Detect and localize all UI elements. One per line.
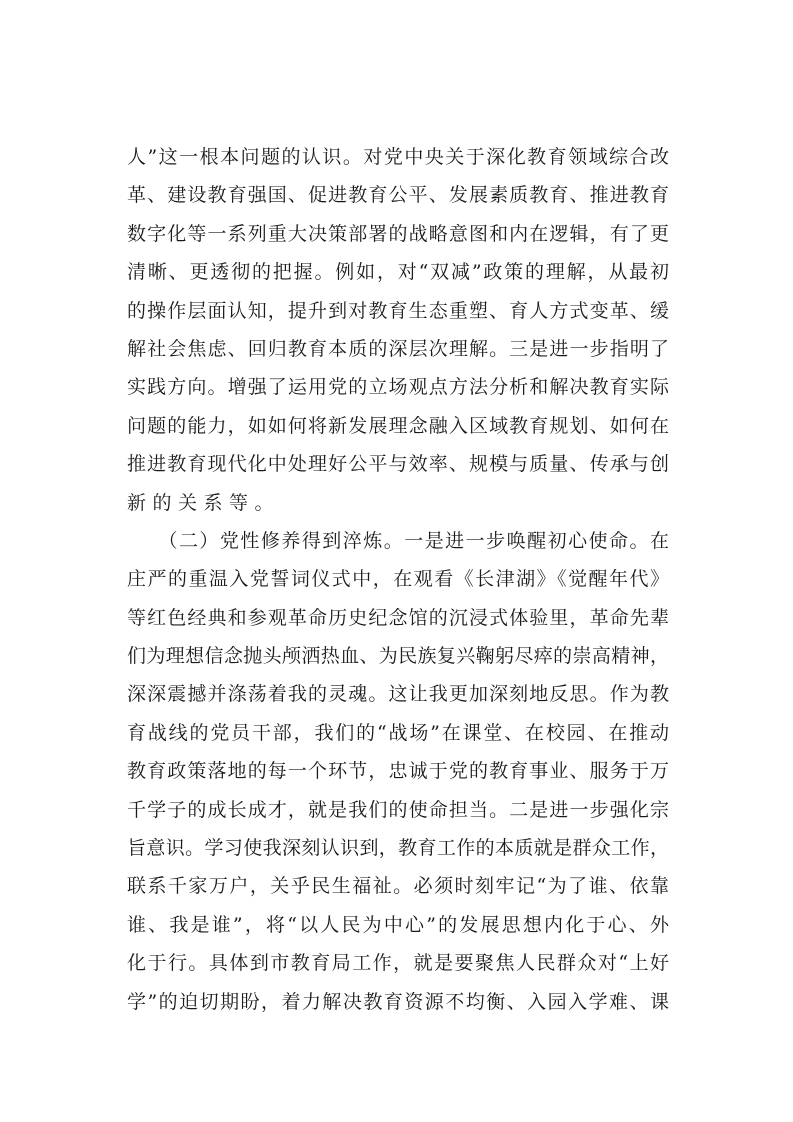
text-line: 新的关系等。: [127, 491, 281, 514]
text-line: 解社会焦虑、回归教育本质的深层次理解。三是进一步指明了: [127, 337, 669, 360]
paragraph-2: [127, 522, 669, 1021]
text-line: 旨意识。学习使我深刻认识到，教育工作的本质就是群众工作，: [127, 837, 669, 860]
text-line: 等红色经典和参观革命历史纪念馆的沉浸式体验里，革命先辈: [127, 606, 669, 629]
text-line: 数字化等一系列重大决策部署的战略意图和内在逻辑，有了更: [127, 222, 669, 245]
text-line: 谁、我是谁”，将“以人民为中心”的发展思想内化于心、外: [127, 913, 669, 936]
text-line: 问题的能力，如如何将新发展理念融入区域教育规划、如何在: [127, 414, 669, 437]
text-line: 庄严的重温入党誓词仪式中，在观看《长津湖》《觉醒年代》: [127, 568, 669, 591]
text-line: 联系千家万户，关乎民生福祉。必须时刻牢记“为了谁、依靠: [127, 875, 669, 898]
text-line: 推进教育现代化中处理好公平与效率、规模与质量、传承与创: [127, 453, 669, 476]
text-line: 清晰、更透彻的把握。例如，对“双减”政策的理解，从最初: [127, 261, 669, 284]
text-line: 学”的迫切期盼，着力解决教育资源不均衡、入园入学难、课: [127, 990, 669, 1013]
text-line: 化于行。具体到市教育局工作，就是要聚焦人民群众对“上好: [127, 952, 669, 975]
text-line: 实践方向。增强了运用党的立场观点方法分析和解决教育实际: [127, 376, 669, 399]
text-line: 们为理想信念抛头颅洒热血、为民族复兴鞠躬尽瘁的崇高精神，: [127, 645, 669, 668]
text-line: 革、建设教育强国、促进教育公平、发展素质教育、推进教育: [127, 184, 669, 207]
text-line: 人”这一根本问题的认识。对党中央关于深化教育领域综合改: [127, 146, 669, 168]
text-line: 教育政策落地的每一个环节，忠诚于党的教育事业、服务于万: [127, 760, 669, 783]
text-line: 深深震撼并涤荡着我的灵魂。这让我更加深刻地反思。作为教: [127, 683, 669, 706]
text-line: 的操作层面认知，提升到对教育生态重塑、育人方式变革、缓: [127, 299, 669, 322]
text-line: 千学子的成长成才，就是我们的使命担当。二是进一步强化宗: [127, 798, 669, 821]
text-line: （二）党性修养得到淬炼。一是进一步唤醒初心使命。在: [127, 529, 669, 552]
text-line: 育战线的党员干部，我们的“战场”在课堂、在校园、在推动: [127, 721, 669, 744]
document-page: [127, 138, 669, 1021]
paragraph-1: [127, 138, 669, 522]
